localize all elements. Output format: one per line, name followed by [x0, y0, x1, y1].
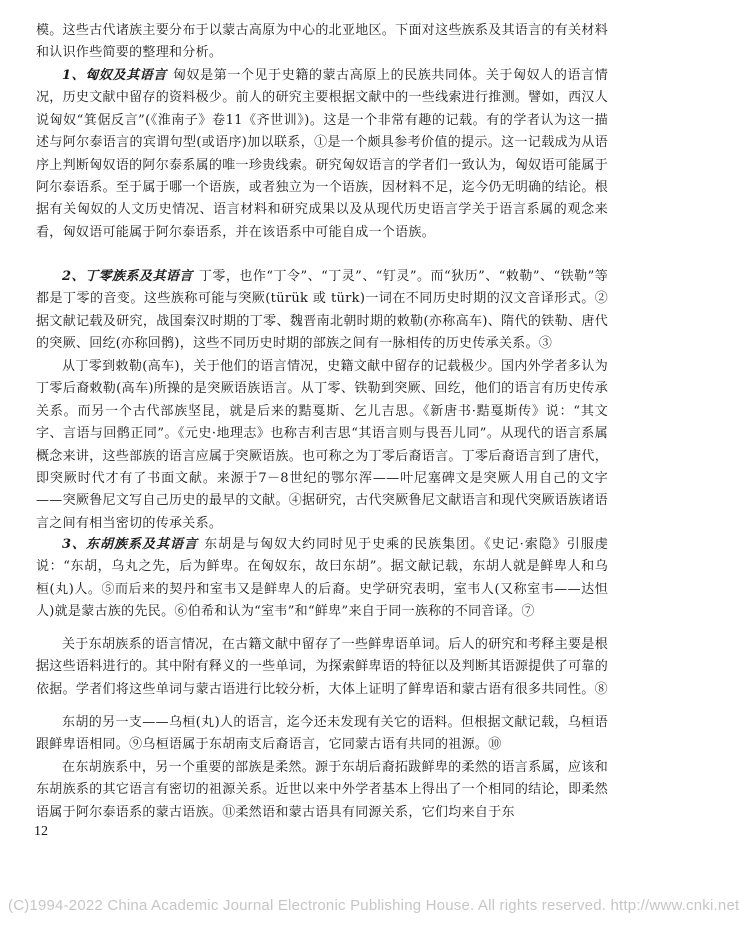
paragraph-donghu — [36, 534, 608, 624]
page-number: 12 — [34, 824, 48, 839]
paragraph-text: 丁零，也作“丁令”、“丁灵”、“钉灵”。而“狄历”、“敕勒”、“铁勒”等都是丁零的音变。这些族称可能与突厥(türük 或 türk)一词在不同历史时期的汉文音译形式。②据文献记载及研究，战国秦汉时期的丁零、魏晋南北朝时期的敕勒(亦称高车)、隋代的铁勒、唐代的突厥、回纥(亦称回鹘)，这些不同历史时期的部族之间有一脉相传的历史传承关系。③ — [36, 269, 608, 352]
paragraph-wuhuan — [36, 712, 608, 757]
paragraph-xiongnu — [36, 65, 608, 244]
paragraph-dingling — [36, 266, 608, 356]
paragraph-text: 匈奴是第一个见于史籍的蒙古高原上的民族共同体。关于匈奴人的语言情况，历史文献中留存的资料极少。前人的研究主要根据文献中的一些线索进行推测。譬如，西汉人说匈奴“箕倨反言”(《淮南子》卷11《齐世训》)。这是一个非常有趣的记载。有的学者认为这一描述与阿尔泰语言的宾谓句型(或语序)加以联系，①是一个颇具参考价值的提示。这一记载成为从语序上判断匈奴语的阿尔泰系属的唯一珍贵线索。研究匈奴语言的学者们一致认为，匈奴语可能属于阿尔泰语系。至于属于哪一个语族，或者独立为一个语族，因材料不足，迄今仍无明确的结论。根据有关匈奴的人文历史情况、语言材料和研究成果以及从现代历史语言学关于语言系属的观念来看，匈奴语可能属于阿尔泰语系，并在该语系中可能自成一个语族。 — [36, 68, 608, 240]
paragraph-text: 东胡的另一支——乌桓(丸)人的语言，迄今还未发现有关它的语料。但根据文献记载，乌桓语跟鲜卑语相同。⑨乌桓语属于东胡南支后裔语言，它同蒙古语有共同的祖源。⑩ — [36, 715, 608, 753]
paragraph-intro-continued — [36, 20, 608, 65]
paragraph-rouran — [36, 757, 608, 824]
paragraph-text: 东胡是与匈奴大约同时见于史乘的民族集团。《史记·索隐》引服虔说：“东胡，乌丸之先，后为鲜卑。在匈奴东，故曰东胡”。据文献记载，东胡人就是鲜卑人和乌桓(丸)人。⑤而后来的契丹和室韦又是鲜卑人的后裔。史学研究表明，室韦人(又称室韦——达怛人)就是蒙古族的先民。⑥伯希和认为“室韦”和“鲜卑”来自于同一族称的不同音译。⑦ — [36, 537, 609, 620]
paragraph-xianbei-language — [36, 634, 608, 701]
paragraph-dingling-language — [36, 356, 608, 535]
paragraph-text: 从丁零到敕勒(高车)，关于他们的语言情况，史籍文献中留存的记载极少。国内外学者多认为丁零后裔敕勒(高车)所操的是突厥语族语言。从丁零、铁勒到突厥、回纥，他们的语言有历史传承关系。而另一个古代部族坚昆，就是后来的黠戛斯、乞儿吉思。《新唐书·黠戛斯传》说：“其文字、言语与回鹘正同”。《元史·地理志》也称吉利吉思“其语言则与畏吾儿同”。从现代的语言系属概念来讲，这些部族的语言应属于突厥语族。也可称之为丁零后裔语言。丁零后裔语言到了唐代，即突厥时代才有了书面文献。来源于7－8世纪的鄂尔浑——叶尼塞碑文是突厥人用自己的文字——突厥鲁尼文写自己历史的最早的文献。④据研究，古代突厥鲁尼文献语言和现代突厥语族诸语言之间有相当密切的传承关系。 — [36, 359, 608, 531]
paragraph-text: 模。这些古代诸族主要分布于以蒙古高原为中心的北亚地区。下面对这些族系及其语言的有关材料和认识作些简要的整理和分析。 — [36, 23, 608, 61]
section-heading-donghu: 3、东胡族系及其语言 — [62, 537, 199, 552]
section-heading-xiongnu: 1、匈奴及其语言 — [62, 68, 167, 83]
paragraph-text: 关于东胡族系的语言情况，在古籍文献中留存了一些鲜卑语单词。后人的研究和考释主要是根据这些语料进行的。其中附有释义的一些单词，为探索鲜卑语的特征以及判断其语源提供了可靠的依据。学者们将这些单词与蒙古语进行比较分析，大体上证明了鲜卑语和蒙古语有很多共同性。⑧ — [36, 637, 608, 697]
section-heading-dingling: 2、丁零族系及其语言 — [62, 269, 193, 284]
paragraph-text: 在东胡族系中，另一个重要的部族是柔然。源于东胡后裔拓跋鲜卑的柔然的语言系属，应该和东胡族系的其它语言有密切的祖源关系。近世以来中外学者基本上得出了一个相同的结论，即柔然语属于阿尔泰语系的蒙古语族。⑪柔然语和蒙古语具有同源关系，它们均来自于东 — [36, 760, 608, 820]
copyright-footer: (C)1994-2022 China Academic Journal Electronic Publishing House. All rights reserved. http://www.cnki.net — [8, 897, 739, 914]
